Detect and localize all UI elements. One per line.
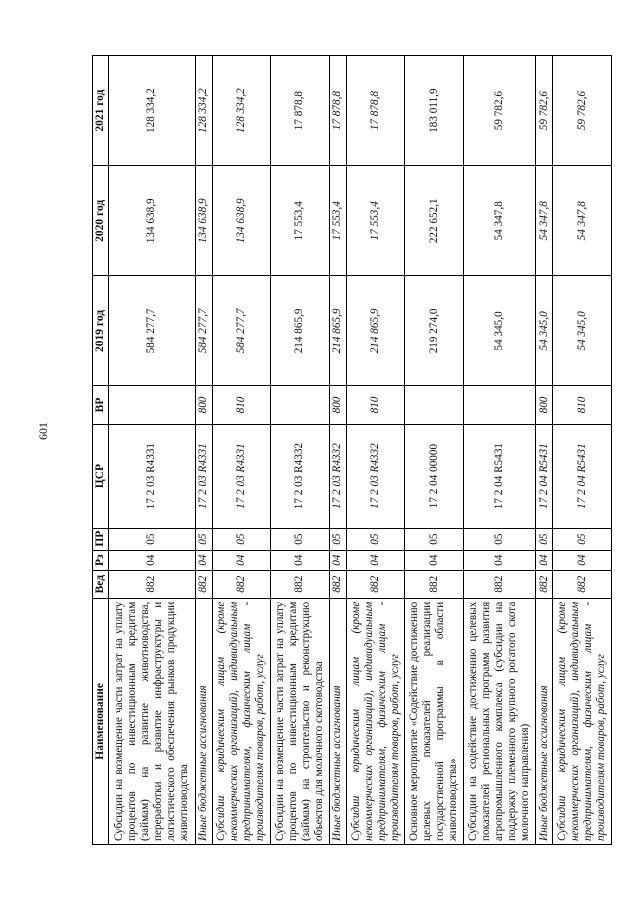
y2020-cell: 134 638,9 bbox=[212, 166, 271, 276]
ved-cell: 882 bbox=[271, 570, 330, 598]
rz-cell: 04 bbox=[109, 550, 195, 570]
pr-cell: 05 bbox=[536, 528, 553, 550]
rz-cell: 04 bbox=[212, 550, 271, 570]
ved-cell: 882 bbox=[329, 570, 346, 598]
name-cell: Субсидии юридическим лицам (кроме некоммерческих организаций), индивидуальным предпринимателям, физическим лицам - производителям товаров, работ, услуг bbox=[346, 598, 405, 844]
pr-cell: 05 bbox=[463, 528, 535, 550]
header-vr: ВР bbox=[93, 386, 109, 424]
csr-cell: 17 2 03 R4332 bbox=[329, 424, 346, 528]
y2019-cell: 584 277,7 bbox=[109, 276, 195, 386]
vr-cell: 800 bbox=[536, 386, 553, 424]
y2020-cell: 222 652,1 bbox=[405, 166, 464, 276]
csr-cell: 17 2 03 R4332 bbox=[346, 424, 405, 528]
csr-cell: 17 2 03 R4332 bbox=[271, 424, 330, 528]
name-cell: Основное мероприятие «Содействие достижению целевых показателей реализации государственной программы в области животноводства» bbox=[405, 598, 464, 844]
pr-cell: 05 bbox=[271, 528, 330, 550]
y2021-cell: 128 334,2 bbox=[212, 56, 271, 166]
header-pr: ПР bbox=[93, 528, 109, 550]
ved-cell: 882 bbox=[536, 570, 553, 598]
y2020-cell: 134 638,9 bbox=[195, 166, 212, 276]
y2021-cell: 17 878,8 bbox=[271, 56, 330, 166]
y2020-cell: 17 553,4 bbox=[271, 166, 330, 276]
ved-cell: 882 bbox=[195, 570, 212, 598]
vr-cell: 810 bbox=[212, 386, 271, 424]
table-row bbox=[553, 56, 612, 845]
name-cell: Субсидии на возмещение части затрат на уплату процентов по инвестиционным кредитам (займам) на развитие животноводства, переработки и развитие инфраструктуры и логистического обеспечения рынков продукции животноводства bbox=[109, 598, 195, 844]
y2020-cell: 54 347,8 bbox=[536, 166, 553, 276]
y2019-cell: 214 865,9 bbox=[271, 276, 330, 386]
y2019-cell: 584 277,7 bbox=[212, 276, 271, 386]
table-row bbox=[212, 56, 271, 845]
rz-cell: 04 bbox=[536, 550, 553, 570]
y2021-cell: 183 011,9 bbox=[405, 56, 464, 166]
y2020-cell: 17 553,4 bbox=[329, 166, 346, 276]
rz-cell: 04 bbox=[346, 550, 405, 570]
y2019-cell: 219 274,0 bbox=[405, 276, 464, 386]
vr-cell bbox=[271, 386, 330, 424]
pr-cell: 05 bbox=[329, 528, 346, 550]
pr-cell: 05 bbox=[212, 528, 271, 550]
name-cell: Субсидии на содействие достижению целевых показателей региональных программ развития агропромышленного комплекса (субсидии на поддержку племенного крупного рогатого скота молочного направления) bbox=[463, 598, 535, 844]
y2021-cell: 17 878,8 bbox=[329, 56, 346, 166]
header-name: Наименование bbox=[93, 598, 109, 844]
csr-cell: 17 2 03 R4331 bbox=[195, 424, 212, 528]
vr-cell: 800 bbox=[195, 386, 212, 424]
ved-cell: 882 bbox=[463, 570, 535, 598]
table-row bbox=[329, 56, 346, 845]
table-row bbox=[346, 56, 405, 845]
ved-cell: 882 bbox=[346, 570, 405, 598]
y2020-cell: 134 638,9 bbox=[109, 166, 195, 276]
table-row bbox=[536, 56, 553, 845]
pr-cell: 05 bbox=[553, 528, 612, 550]
y2020-cell: 54 347,8 bbox=[553, 166, 612, 276]
header-2020: 2020 год bbox=[93, 166, 109, 276]
budget-table bbox=[92, 55, 612, 845]
header-2019: 2019 год bbox=[93, 276, 109, 386]
ved-cell: 882 bbox=[212, 570, 271, 598]
csr-cell: 17 2 04 R5431 bbox=[536, 424, 553, 528]
y2019-cell: 214 865,9 bbox=[346, 276, 405, 386]
table-row bbox=[463, 56, 535, 845]
pr-cell: 05 bbox=[346, 528, 405, 550]
ved-cell: 882 bbox=[405, 570, 464, 598]
header-2021: 2021 год bbox=[93, 56, 109, 166]
vr-cell bbox=[463, 386, 535, 424]
rz-cell: 04 bbox=[195, 550, 212, 570]
y2019-cell: 214 865,9 bbox=[329, 276, 346, 386]
vr-cell: 800 bbox=[329, 386, 346, 424]
y2019-cell: 54 345,0 bbox=[463, 276, 535, 386]
header-csr: ЦСР bbox=[93, 424, 109, 528]
rz-cell: 04 bbox=[463, 550, 535, 570]
csr-cell: 17 2 04 00000 bbox=[405, 424, 464, 528]
vr-cell: 810 bbox=[553, 386, 612, 424]
pr-cell: 05 bbox=[109, 528, 195, 550]
csr-cell: 17 2 04 R5431 bbox=[463, 424, 535, 528]
pr-cell: 05 bbox=[405, 528, 464, 550]
y2021-cell: 59 782,6 bbox=[463, 56, 535, 166]
csr-cell: 17 2 04 R5431 bbox=[553, 424, 612, 528]
header-rz: Рз bbox=[93, 550, 109, 570]
csr-cell: 17 2 03 R4331 bbox=[212, 424, 271, 528]
y2019-cell: 54 345,0 bbox=[536, 276, 553, 386]
table-row bbox=[195, 56, 212, 845]
vr-cell bbox=[109, 386, 195, 424]
name-cell: Субсидии юридическим лицам (кроме некоммерческих организаций), индивидуальным предпринимателям, физическим лицам - производителям товаров, работ, услуг bbox=[553, 598, 612, 844]
table-row bbox=[271, 56, 330, 845]
y2021-cell: 128 334,2 bbox=[109, 56, 195, 166]
rz-cell: 04 bbox=[405, 550, 464, 570]
name-cell: Иные бюджетные ассигнования bbox=[536, 598, 553, 844]
vr-cell: 810 bbox=[346, 386, 405, 424]
ved-cell: 882 bbox=[553, 570, 612, 598]
name-cell: Субсидии на возмещение части затрат на уплату процентов по инвестиционным кредитам (займам) на строительство и реконструкцию объектов для молочного скотоводства bbox=[271, 598, 330, 844]
vr-cell bbox=[405, 386, 464, 424]
y2021-cell: 128 334,2 bbox=[195, 56, 212, 166]
y2019-cell: 54 345,0 bbox=[553, 276, 612, 386]
table-row bbox=[109, 56, 195, 845]
y2019-cell: 584 277,7 bbox=[195, 276, 212, 386]
rz-cell: 04 bbox=[553, 550, 612, 570]
table-header-row bbox=[93, 56, 109, 845]
rz-cell: 04 bbox=[271, 550, 330, 570]
y2020-cell: 17 553,4 bbox=[346, 166, 405, 276]
y2021-cell: 17 878,8 bbox=[346, 56, 405, 166]
name-cell: Иные бюджетные ассигнования bbox=[195, 598, 212, 844]
table-row bbox=[405, 56, 464, 845]
page-number: 601 bbox=[36, 422, 50, 440]
rz-cell: 04 bbox=[329, 550, 346, 570]
y2021-cell: 59 782,6 bbox=[553, 56, 612, 166]
name-cell: Субсидии юридическим лицам (кроме некоммерческих организаций), индивидуальным предпринимателям, физическим лицам - производителям товаров, работ, услуг bbox=[212, 598, 271, 844]
table-body bbox=[109, 56, 612, 845]
csr-cell: 17 2 03 R4331 bbox=[109, 424, 195, 528]
y2021-cell: 59 782,6 bbox=[536, 56, 553, 166]
y2020-cell: 54 347,8 bbox=[463, 166, 535, 276]
ved-cell: 882 bbox=[109, 570, 195, 598]
rotated-page-content bbox=[92, 55, 612, 845]
name-cell: Иные бюджетные ассигнования bbox=[329, 598, 346, 844]
pr-cell: 05 bbox=[195, 528, 212, 550]
header-ved: Вед bbox=[93, 570, 109, 598]
